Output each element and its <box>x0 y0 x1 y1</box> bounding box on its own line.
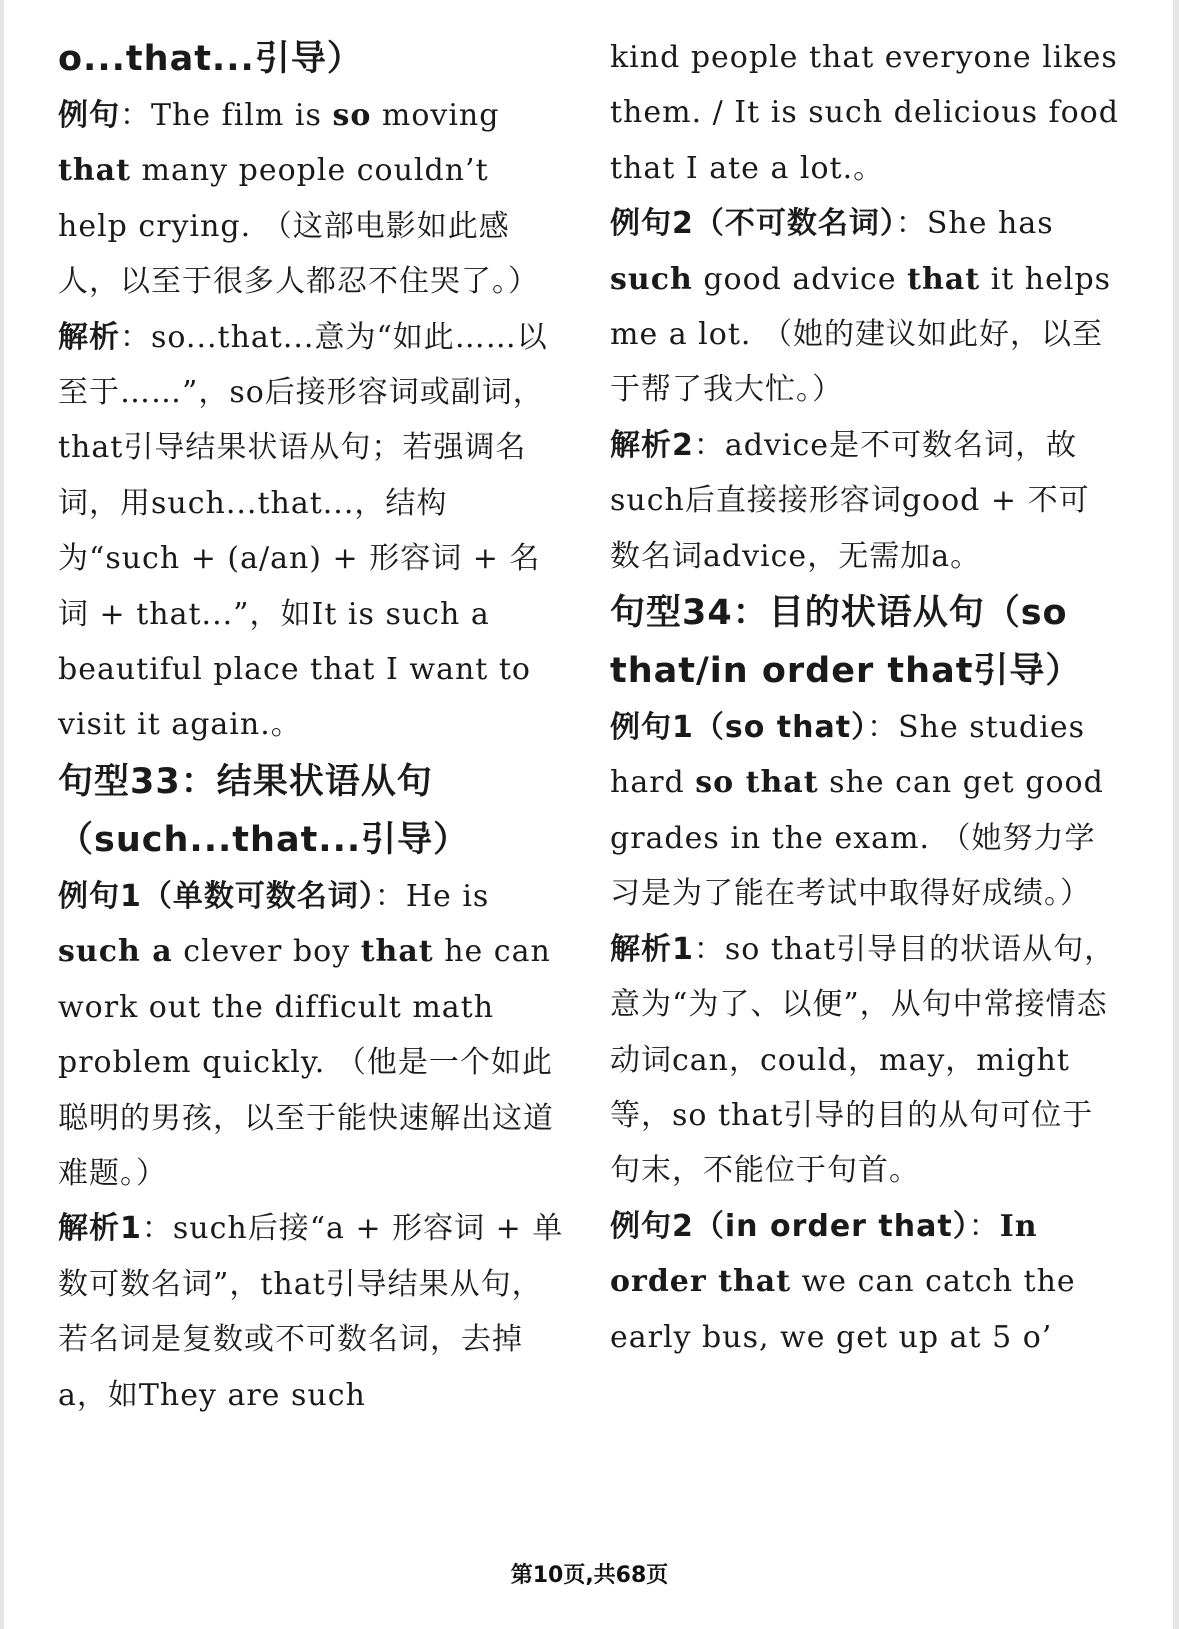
label-colon: ： <box>120 98 151 133</box>
example2-paragraph <box>610 196 1120 418</box>
label-colon: ： <box>374 878 406 914</box>
example1-paragraph <box>610 700 1120 922</box>
analysis2-paragraph <box>610 418 1120 584</box>
analysis-label: 解析 <box>58 319 120 355</box>
example1-label: 例句1（so that） <box>610 710 868 746</box>
label-colon: ： <box>693 427 725 463</box>
example2-paragraph <box>610 1199 1120 1365</box>
analysis1-paragraph <box>610 922 1120 1199</box>
analysis-paragraph <box>58 310 568 753</box>
analysis2-label: 解析2 <box>610 427 694 463</box>
analysis-text: so...that...意为“如此……以至于……”，so后接形容词或副词，that引导结果状语从句；若强调名词，用such...that...，结构为“such + (a/an) + 形容词 + 名词 + that...”，如It is such a beautiful place that I want to visit it again.。 <box>58 319 548 743</box>
label-colon: ： <box>968 1208 1000 1244</box>
heading-pattern-34: 句型34：目的状语从句（so that/in order that引导） <box>610 593 1082 692</box>
label-colon: ： <box>895 206 927 242</box>
example1-label: 例句1（单数可数名词） <box>58 878 375 914</box>
analysis-text: such后接“a + 形容词 + 单数可数名词”，that引导结果从句，若名词是复数或不可数名词，去掉a，如They are such <box>58 1211 564 1413</box>
example2-label: 例句2（不可数名词） <box>610 206 896 242</box>
analysis1-paragraph <box>58 1201 568 1423</box>
example-text: She studies hard <box>610 710 1085 801</box>
label-colon: ： <box>120 319 151 355</box>
analysis1-label: 解析1 <box>58 1211 142 1247</box>
example1-paragraph <box>58 869 568 1201</box>
analysis-text: so that引导目的状语从句，意为“为了、以便”，从句中常接情态动词can，could，may，might等，so that引导的目的从句可位于句末，不能位于句首。 <box>610 931 1116 1189</box>
keyword-that: that <box>360 934 434 970</box>
page-edge-right <box>1173 0 1179 1629</box>
analysis1-label: 解析1 <box>610 931 694 967</box>
heading-pattern-33: 句型33：结果状语从句（such...that...引导） <box>58 761 470 860</box>
keyword-that: that <box>907 261 981 297</box>
example-text: clever boy <box>172 934 361 970</box>
left-column <box>58 30 568 1423</box>
label-colon: ： <box>867 710 899 746</box>
right-column <box>610 30 1120 1365</box>
page-edge-left <box>0 0 4 1629</box>
example-text: we can catch the early bus, we get up at 5 o’ <box>610 1264 1076 1355</box>
example-text: The film is <box>151 98 333 133</box>
keyword-so: so <box>332 98 372 133</box>
example-text: moving <box>371 98 500 133</box>
keyword-so-that: so that <box>695 765 819 801</box>
example-text: it helps me a lot. （她的建议如此好，以至于帮了我大忙。） <box>610 261 1112 408</box>
example-text: She has <box>926 206 1054 242</box>
label-colon: ： <box>141 1211 173 1247</box>
example-label: 例句 <box>58 98 120 133</box>
example2-label: 例句2（in order that） <box>610 1208 969 1244</box>
keyword-such-a: such a <box>58 934 173 970</box>
example-text: He is <box>405 878 490 914</box>
keyword-such: such <box>610 261 693 297</box>
page-number-footer: 第10页,共68页 <box>510 1563 669 1588</box>
label-colon: ： <box>693 931 725 967</box>
example-text: many people couldn’t help crying. （这部电影如此感人，以至于很多人都忍不住哭了。） <box>58 153 539 300</box>
analysis-text: advice是不可数名词，故such后直接接形容词good + 不可数名词advice，无需加a。 <box>610 427 1090 574</box>
example-text: he can work out the difficult math problem quickly. （他是一个如此聪明的男孩，以至于能快速解出这道难题。） <box>58 934 554 1191</box>
keyword-that: that <box>58 153 131 189</box>
example-paragraph <box>58 88 568 310</box>
example-text: good advice <box>692 261 908 297</box>
keyword-in-order-that: In order that <box>610 1208 1038 1300</box>
example-text: she can get good grades in the exam. （她努力学习是为了能在考试中取得好成绩。） <box>610 765 1104 912</box>
heading-continuation: o...that...引导） <box>58 39 363 79</box>
continued-paragraph: kind people that everyone likes them. / It is such delicious food that I ate a lot.。 <box>610 40 1119 186</box>
